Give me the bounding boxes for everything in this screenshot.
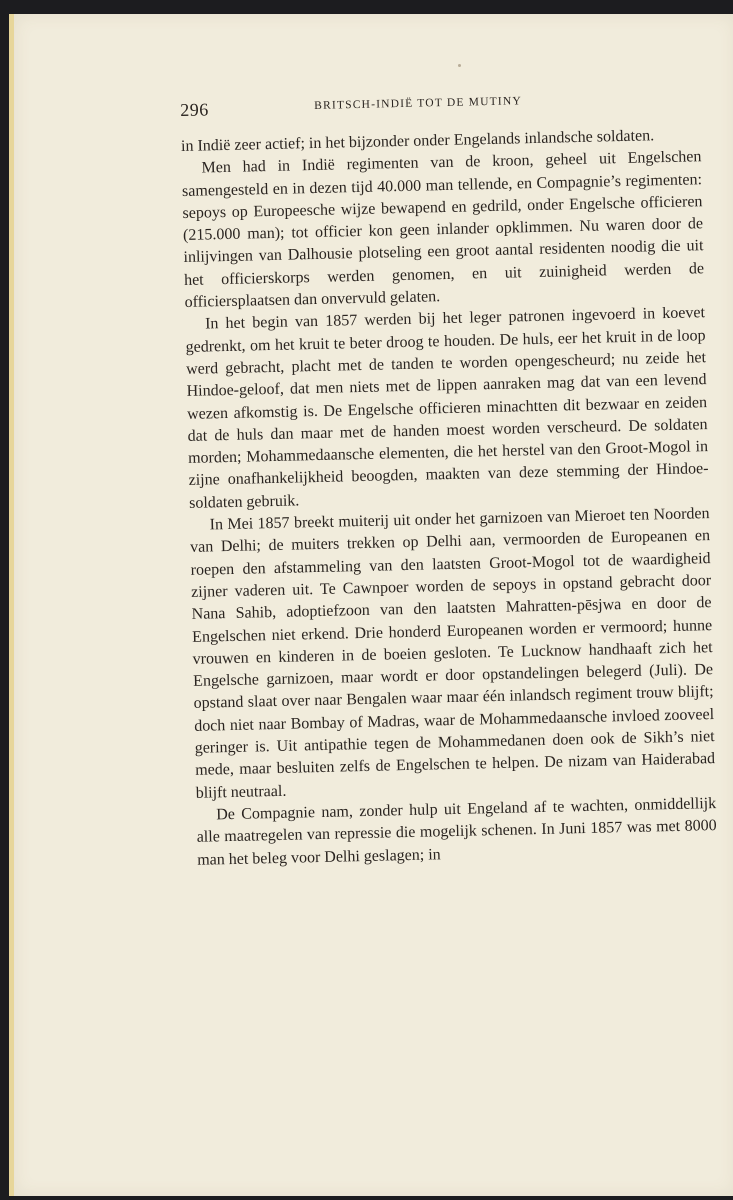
body-text: [181, 124, 718, 871]
paragraph-continuation: in Indië zeer actief; in het bijzonder onder Engelands inlandsche soldaten.: [180, 127, 655, 155]
paragraph-mutiny: In Mei 1857 breekt muiterij uit onder het garnizoen van Mieroet ten Noorden van Delhi; de muiters trekken op Delhi aan, vermoorden de Europeanen en roepen den afstammeling van den laatsten Groot-Mogol tot de waardigheid zijner vaderen uit. Te Cawnpoer worden de sepoys in opstand gebracht door Nana Sahib, adoptiefzoon van den laatsten Mahratten-pēsjwa en door de Engelschen niet erkend. Drie honderd Europeanen worden er vermoord; hunne vrouwen en kinderen in de boeien gesloten. Te Lucknow handhaaft zich het Engelsche garnizoen, maar wordt er door opstandelingen belegerd (Juli). De opstand slaat over naar Bengalen waar maar één inlandsch regiment trouw blijft; doch niet naar Bombay of Madras, waar de Mohammedaansche invloed zooveel geringer is. Uit antipathie tegen de Mohammedanen doen ook de Sikh’s niet mede, maar besluiten zelfs de Engelschen te helpen. De nizam van Haiderabad blijft neutraal.: [189, 505, 716, 802]
paper-speck: [458, 64, 461, 67]
text-block: [180, 88, 717, 871]
paragraph-cartridges: In het begin van 1857 werden bij het leger patronen ingevoerd in koevet gedrenkt, om het kruit te beter droog te houden. De huls, eer het kruit in de loop werd gebracht, placht met de tanden te worden opengescheurd; nu zeide het Hindoe-geloof, dat men niets met de lippen aanraken mag dat van een levend wezen afkomstig is. De Engelsche officieren minachtten dit bezwaar en zeiden dat de huls dan maar met de handen moest worden verscheurd. De soldaten morden; Mohammedaansche elementen, die het herstel van den Groot-Mogol in zijne onafhankelijkheid beoogden, maakten van deze stemming der Hindoe-soldaten gebruik.: [185, 304, 709, 512]
paragraph-regiments: Men had in Indië regimenten van de kroon, geheel uit Engelschen samengesteld en in dezen tijd 40.000 man tellende, en Compagnie’s regimenten: sepoys op Europeesche wijze bewapend en gedrild, onder Engelsche officieren (215.000 man); tot officier kon geen inlander opklimmen. Nu waren door de inlijvingen van Dalhousie plotseling een groot aantal residenten noodig die uit het officierskorps werden genomen, en uit zuinigheid werden de officiersplaatsen dan onvervuld gelaten.: [181, 148, 705, 312]
running-title: BRITSCH-INDIË TOT DE MUTINY: [314, 95, 523, 112]
page-number: 296: [180, 99, 209, 120]
paragraph-repression: De Compagnie nam, zonder hulp uit Engeland af te wachten, onmiddellijk alle maatregelen van repressie die mogelijk schenen. In Juni 1857 was met 8000 man het beleg voor Delhi geslagen; in: [196, 794, 717, 869]
